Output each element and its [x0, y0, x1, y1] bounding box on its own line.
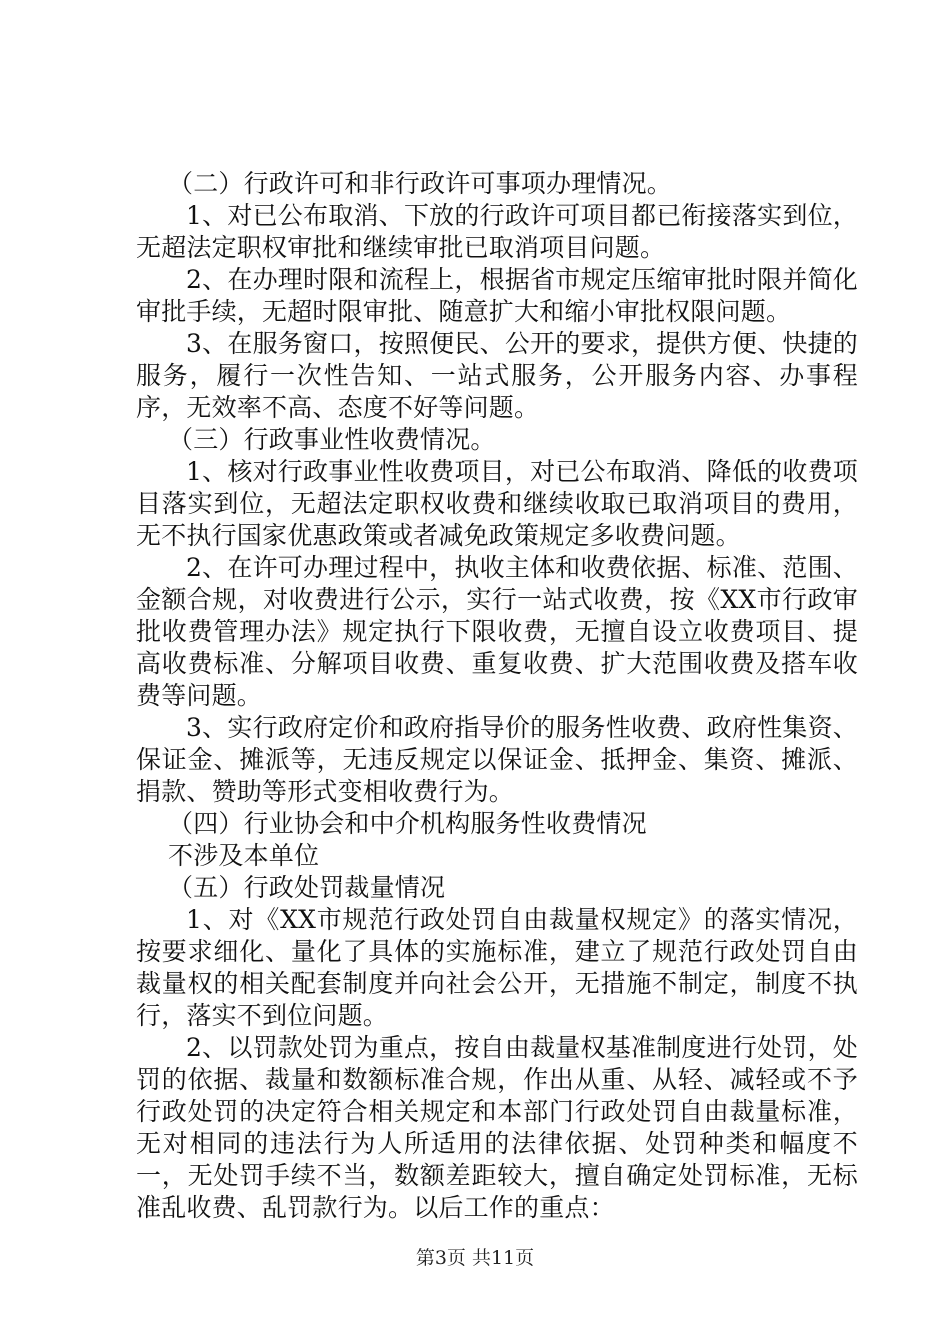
paragraph: 2、在许可办理过程中，执收主体和收费依据、标准、范围、金额合规，对收费进行公示，实行一站式收费，按《XX市行政审批收费管理办法》规定执行下限收费，无擅自设立收费项目、提高收费标准、分解项目收费、重复收费、扩大范围收费及搭车收费等问题。: [136, 553, 858, 710]
section-heading-5: （五）行政处罚裁量情况: [168, 873, 446, 902]
paragraph: 2、在办理时限和流程上，根据省市规定压缩审批时限并简化审批手续，无超时限审批、随意扩大和缩小审批权限问题。: [136, 265, 858, 326]
paragraph: 1、核对行政事业性收费项目，对已公布取消、降低的收费项目落实到位，无超法定职权收费和继续收取已取消项目的费用，无不执行国家优惠政策或者减免政策规定多收费问题。: [136, 457, 858, 550]
paragraph: 1、对已公布取消、下放的行政许可项目都已衔接落实到位，无超法定职权审批和继续审批已取消项目问题。: [136, 201, 858, 262]
paragraph: 2、以罚款处罚为重点，按自由裁量权基准制度进行处罚，处罚的依据、裁量和数额标准合规，作出从重、从轻、减轻或不予行政处罚的决定符合相关规定和本部门行政处罚自由裁量标准，无对相同的违法行为人所适用的法律依据、处罚种类和幅度不一，无处罚手续不当，数额差距较大，擅自确定处罚标准，无标准乱收费、乱罚款行为。以后工作的重点：: [136, 1033, 858, 1222]
paragraph: 3、在服务窗口，按照便民、公开的要求，提供方便、快捷的服务，履行一次性告知、一站式服务，公开服务内容、办事程序，无效率不高、态度不好等问题。: [136, 329, 858, 422]
paragraph: 不涉及本单位: [168, 841, 320, 870]
section-heading-4: （四）行业协会和中介机构服务性收费情况: [168, 809, 647, 838]
section-heading-3: （三）行政事业性收费情况。: [168, 425, 496, 454]
document-body: [136, 168, 858, 1224]
paragraph: 3、实行政府定价和政府指导价的服务性收费、政府性集资、保证金、摊派等，无违反规定以保证金、抵押金、集资、摊派、捐款、赞助等形式变相收费行为。: [136, 713, 858, 806]
section-heading-2: （二）行政许可和非行政许可事项办理情况。: [168, 169, 673, 198]
page-number-footer: 第3页 共11页: [415, 1247, 535, 1269]
paragraph: 1、对《XX市规范行政处罚自由裁量权规定》的落实情况，按要求细化、量化了具体的实施标准，建立了规范行政处罚自由裁量权的相关配套制度并向社会公开，无措施不制定，制度不执行，落实不到位问题。: [136, 905, 858, 1030]
